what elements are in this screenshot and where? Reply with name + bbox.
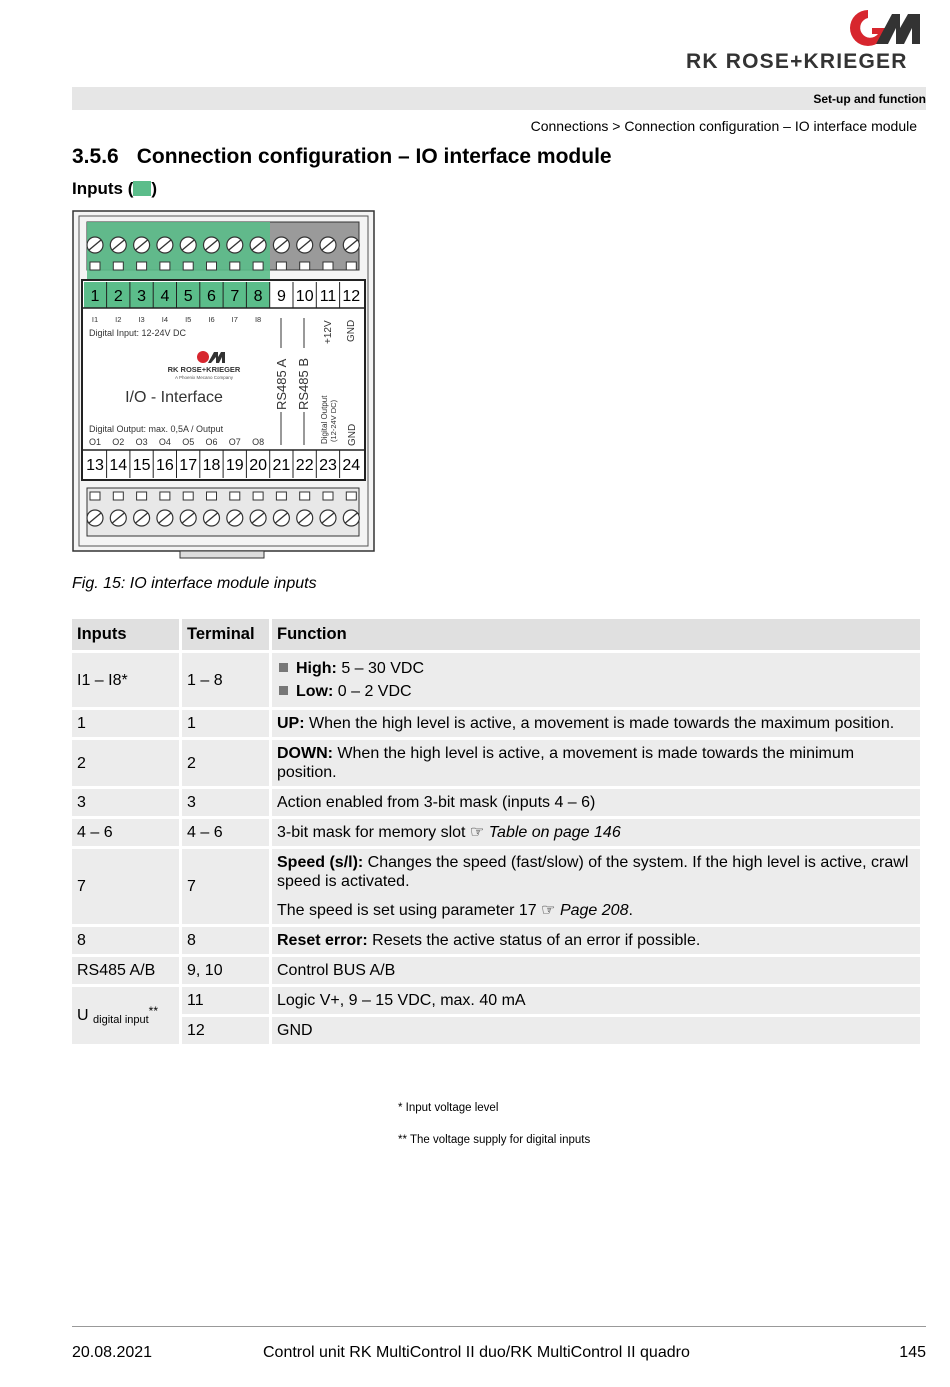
terminal-clip-icon <box>183 492 193 500</box>
table-row <box>72 927 920 954</box>
terminal-clip-icon <box>300 262 310 270</box>
terminal-clip-icon <box>113 492 123 500</box>
bottom-terminal-number: 23 <box>319 457 337 474</box>
cell-function <box>272 710 920 737</box>
table-row <box>72 849 920 924</box>
cell-input: 3 <box>72 789 179 816</box>
function-text-2: The speed is set using parameter 17 <box>277 902 542 919</box>
figure-caption: Fig. 15: IO interface module inputs <box>72 575 317 592</box>
input-label: I2 <box>115 315 122 324</box>
v12-label: +12V <box>323 320 334 344</box>
page-link[interactable]: Page 208 <box>559 902 629 919</box>
bottom-terminal-number: 24 <box>342 457 361 474</box>
low-label: Low: <box>296 683 334 700</box>
rs485b-label: RS485 B <box>296 357 311 410</box>
bottom-terminal-number: 17 <box>179 457 198 474</box>
cell-function: GND <box>272 1017 920 1044</box>
bullet-icon <box>279 663 288 672</box>
table-row <box>72 653 920 707</box>
output-label: O4 <box>158 437 171 447</box>
output-label: O8 <box>252 437 265 447</box>
terminal-clip-icon <box>346 262 356 270</box>
bottom-terminal-number: 22 <box>295 457 314 474</box>
terminal-clip-icon <box>183 262 193 270</box>
function-end: . <box>628 902 633 919</box>
function-text: 3-bit mask for memory slot <box>277 824 470 841</box>
header-terminal: Terminal <box>182 619 269 650</box>
terminal-clip-icon <box>230 262 240 270</box>
top-terminal-number: 2 <box>113 288 123 305</box>
terminal-clip-icon <box>276 262 286 270</box>
function-label: UP: <box>277 715 305 732</box>
terminal-clip-icon <box>207 262 217 270</box>
module-brand-sub: A Phoenix Mecano Company <box>174 375 234 380</box>
terminal-clip-icon <box>160 262 170 270</box>
low-value: 0 – 2 VDC <box>333 683 412 700</box>
terminal-clip-icon <box>346 492 356 500</box>
cell-input: I1 – I8* <box>72 653 179 707</box>
terminal-clip-icon <box>137 262 147 270</box>
table-page-link[interactable]: Table on page 146 <box>488 824 621 841</box>
cell-terminal: 11 <box>182 987 269 1014</box>
table-row <box>72 740 920 786</box>
bottom-terminal-number: 19 <box>225 457 244 474</box>
function-label: Reset error: <box>277 932 368 949</box>
terminal-clip-icon <box>90 262 100 270</box>
rs485a-label: RS485 A <box>274 358 289 410</box>
logo <box>848 8 928 48</box>
top-terminal-number: 4 <box>160 288 170 305</box>
cell-input: 8 <box>72 927 179 954</box>
cell-input: 1 <box>72 710 179 737</box>
subtitle-suffix: ) <box>151 179 158 198</box>
input-label: I5 <box>185 315 192 324</box>
u-superscript: ** <box>148 1003 159 1018</box>
header-inputs: Inputs <box>72 619 179 650</box>
top-terminal-number: 1 <box>90 288 100 305</box>
input-label: I3 <box>138 315 145 324</box>
top-terminal-number: 8 <box>253 288 263 305</box>
terminal-clip-icon <box>90 492 100 500</box>
digital-output-vertical: Digital Output <box>320 395 329 444</box>
footnote-1: * Input voltage level <box>398 1102 499 1114</box>
u-subscript: digital input <box>93 1013 149 1026</box>
header-section: Set-up and function <box>813 92 926 106</box>
cell-terminal: 8 <box>182 927 269 954</box>
bottom-terminal-number: 18 <box>202 457 221 474</box>
cell-input: RS485 A/B <box>72 957 179 984</box>
subtitle-prefix: Inputs ( <box>72 179 134 198</box>
terminal-clip-icon <box>253 492 263 500</box>
bottom-terminal-number: 21 <box>272 457 291 474</box>
output-label: O6 <box>205 437 218 447</box>
cell-function <box>272 653 920 707</box>
cell-function <box>272 819 920 846</box>
top-terminal-number: 12 <box>342 288 361 305</box>
logo-wordmark: RK ROSE+KRIEGER <box>686 50 908 73</box>
module-brand: RK ROSE+KRIEGER <box>167 365 241 374</box>
input-label: I8 <box>254 315 262 324</box>
cell-function <box>272 740 920 786</box>
top-terminal-number: 9 <box>276 288 286 305</box>
cell-function <box>272 849 920 924</box>
cell-terminal: 1 <box>182 710 269 737</box>
footnote-2: ** The voltage supply for digital inputs <box>398 1134 591 1146</box>
function-label: Speed (s/l): <box>277 854 364 871</box>
footer-divider <box>72 1326 926 1327</box>
high-label: High: <box>296 660 337 677</box>
gnd-bottom-label: GND <box>347 423 358 446</box>
terminal-clip-icon <box>137 492 147 500</box>
cell-terminal: 9, 10 <box>182 957 269 984</box>
breadcrumb: Connections > Connection configuration – IO interface module <box>530 118 917 134</box>
section-number: 3.5.6 <box>72 145 119 168</box>
link-arrow-icon: ☞ <box>469 824 489 841</box>
top-terminal-number: 3 <box>137 288 147 305</box>
u-symbol: U <box>77 1006 89 1024</box>
input-label: I7 <box>231 315 238 324</box>
cell-input: 2 <box>72 740 179 786</box>
page-title <box>72 145 612 169</box>
inputs-table <box>69 616 923 1047</box>
header-function: Function <box>272 619 920 650</box>
table-row <box>72 819 920 846</box>
cell-function <box>272 927 920 954</box>
logo-mark-icon <box>848 8 928 48</box>
cell-function: Logic V+, 9 – 15 VDC, max. 40 mA <box>272 987 920 1014</box>
output-label: O3 <box>135 437 148 447</box>
green-swatch-icon <box>133 181 151 196</box>
digital-output-vertical-2: (12-24V DC) <box>329 399 338 442</box>
bottom-terminal-number: 20 <box>249 457 267 474</box>
cell-function: Action enabled from 3-bit mask (inputs 4 – 6) <box>272 789 920 816</box>
table-header-row <box>72 619 920 650</box>
function-label: DOWN: <box>277 745 333 762</box>
link-arrow-icon: ☞ <box>541 902 560 919</box>
table-row <box>72 1017 920 1044</box>
bottom-terminal-number: 14 <box>109 457 128 474</box>
function-text: When the high level is active, a movement is made towards the maximum position. <box>304 715 895 732</box>
input-label: I6 <box>208 315 215 324</box>
cell-terminal: 12 <box>182 1017 269 1044</box>
inputs-subtitle <box>72 179 157 199</box>
cell-terminal: 7 <box>182 849 269 924</box>
terminal-clip-icon <box>113 262 123 270</box>
input-label: I1 <box>91 315 99 324</box>
table-row <box>72 789 920 816</box>
digital-output-label: Digital Output: max. 0,5A / Output <box>89 424 224 434</box>
terminal-clip-icon <box>207 492 217 500</box>
table-row <box>72 710 920 737</box>
bottom-terminal-number: 15 <box>132 457 151 474</box>
bottom-terminal-number: 13 <box>86 457 104 474</box>
terminal-clip-icon <box>323 262 333 270</box>
table-row <box>72 957 920 984</box>
page-number: 145 <box>899 1344 926 1361</box>
high-value: 5 – 30 VDC <box>336 660 425 677</box>
function-text: Changes the speed (fast/slow) of the system. If the high level is active, crawl speed is activated. <box>277 854 909 890</box>
bottom-terminal-number: 16 <box>156 457 174 474</box>
terminal-clip-icon <box>253 262 263 270</box>
cell-input: 4 – 6 <box>72 819 179 846</box>
top-terminal-number: 10 <box>295 288 314 305</box>
function-text: When the high level is active, a movement is made towards the minimum position. <box>277 745 855 781</box>
terminal-clip-icon <box>160 492 170 500</box>
cell-function: Control BUS A/B <box>272 957 920 984</box>
cell-input: 7 <box>72 849 179 924</box>
terminal-clip-icon <box>230 492 240 500</box>
output-label: O2 <box>112 437 125 447</box>
io-module-drawing <box>72 210 375 560</box>
section-title-text: Connection configuration – IO interface module <box>136 145 612 168</box>
cell-terminal: 3 <box>182 789 269 816</box>
top-terminal-number: 11 <box>319 288 337 305</box>
digital-input-label: Digital Input: 12-24V DC <box>89 328 187 338</box>
cell-terminal: 4 – 6 <box>182 819 269 846</box>
top-terminal-number: 6 <box>207 288 216 305</box>
gnd-top-label: GND <box>346 319 357 342</box>
device-title: I/O - Interface <box>125 389 223 406</box>
io-module-figure <box>72 210 375 560</box>
output-label: O7 <box>228 437 241 447</box>
cell-terminal: 2 <box>182 740 269 786</box>
top-terminal-number: 7 <box>230 288 240 305</box>
cell-input <box>72 987 179 1044</box>
footer-title: Control unit RK MultiControl II duo/RK MultiControl II quadro <box>263 1344 690 1361</box>
table-row <box>72 987 920 1014</box>
function-text: Resets the active status of an error if possible. <box>367 932 701 949</box>
terminal-clip-icon <box>300 492 310 500</box>
terminal-clip-icon <box>276 492 286 500</box>
bullet-icon <box>279 686 288 695</box>
terminal-clip-icon <box>323 492 333 500</box>
input-label: I4 <box>161 315 169 324</box>
cell-terminal: 1 – 8 <box>182 653 269 707</box>
top-terminal-number: 5 <box>183 288 193 305</box>
output-label: O1 <box>88 437 102 447</box>
header-bar <box>72 87 926 110</box>
footer-date: 20.08.2021 <box>72 1344 153 1361</box>
output-label: O5 <box>182 437 195 447</box>
